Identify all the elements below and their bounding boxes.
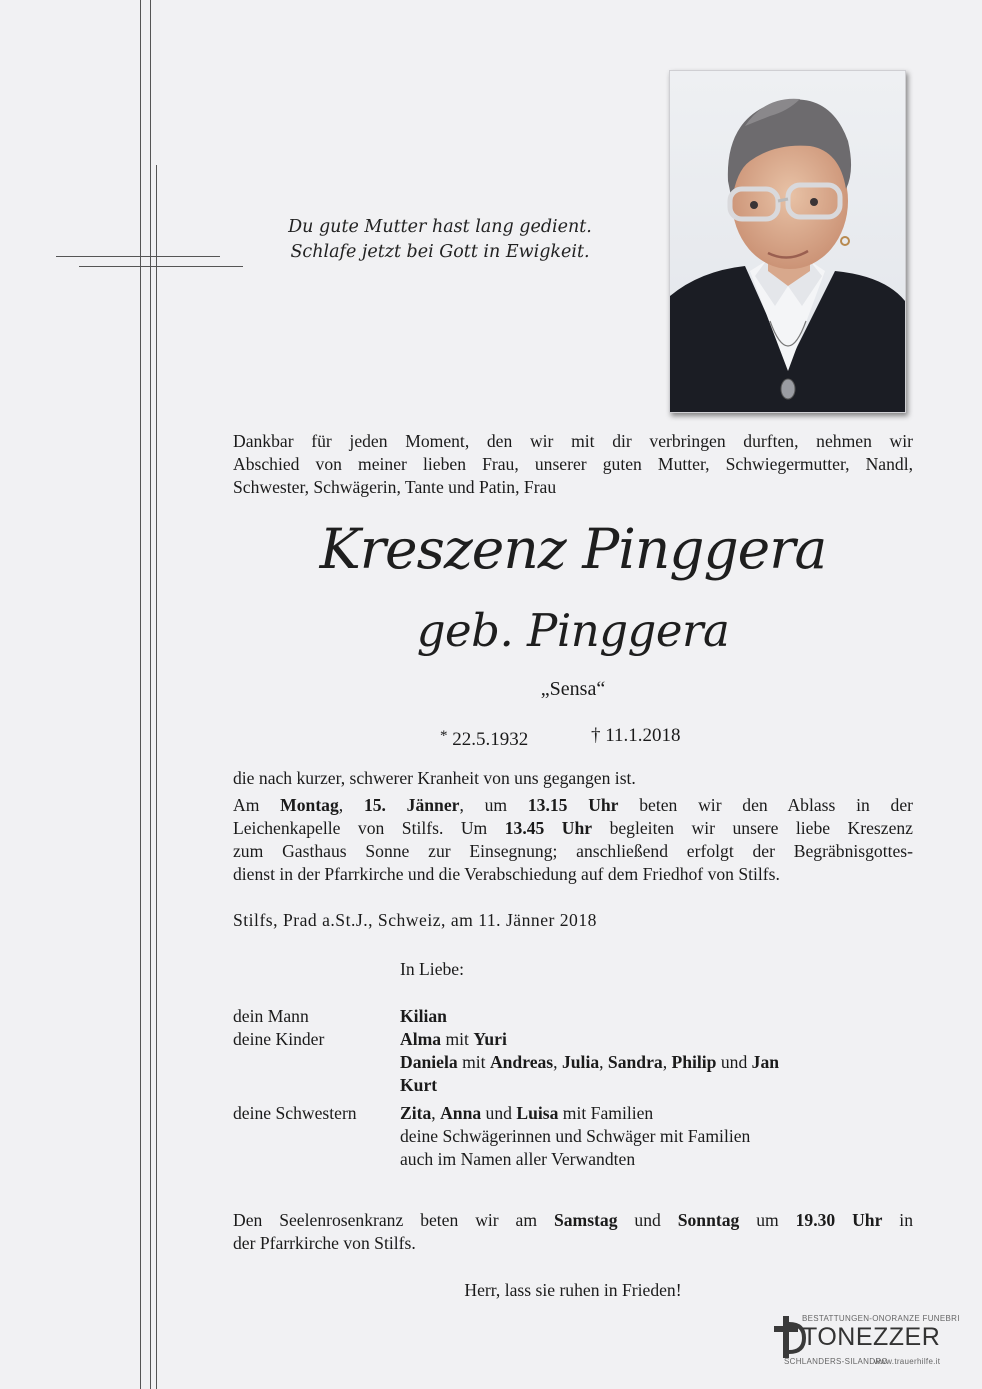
child-line: Daniela mit Andreas, Julia, Sandra, Philip und Jan <box>400 1052 780 1072</box>
death-date-value: 11.1.2018 <box>605 725 681 746</box>
verse-line: Du gute Mutter hast lang gedient. <box>288 217 592 237</box>
logo-name: TONEZZER <box>802 1323 941 1351</box>
logo-website: www.trauerhilfe.it <box>874 1357 941 1366</box>
verse <box>250 215 630 265</box>
sisters-label: deine Schwestern <box>233 1103 357 1123</box>
funeral-home-logo <box>772 1314 960 1370</box>
husband-name: Kilian <box>400 1006 447 1026</box>
body-line: Am Montag, 15. Jänner, um 13.15 Uhr beten wir den Ablass in der <box>233 795 914 815</box>
body-line: Leichenkapelle von Stilfs. Um 13.45 Uhr begleiten wir unsere liebe Kreszenz <box>233 818 913 838</box>
portrait-photo <box>669 70 906 413</box>
logo-tagline: BESTATTUNGEN-ONORANZE FUNEBRI <box>802 1314 960 1323</box>
funeral-details <box>233 767 913 886</box>
intro-line: Dankbar für jeden Moment, den wir mit dir verbringen durften, nehmen wir <box>233 431 913 451</box>
children-label: deine Kinder <box>233 1029 325 1049</box>
sisters-line: Zita, Anna und Luisa mit Familien <box>400 1103 654 1123</box>
body-line: zum Gasthaus Sonne zur Einsegnung; anschließend erfolgt der Begräbnisgottes- <box>233 841 913 861</box>
child-line: Alma mit Yuri <box>400 1029 507 1049</box>
nickname: „Sensa“ <box>540 678 606 700</box>
child-line: Kurt <box>400 1075 438 1095</box>
body-line: dienst in der Pfarrkirche und die Verabschiedung auf dem Friedhof von Stilfs. <box>233 864 780 884</box>
birth-date <box>440 723 528 753</box>
birth-name: geb. Pinggera <box>416 604 730 657</box>
deceased-name: Kreszenz Pinggera <box>319 517 827 581</box>
intro-line: Abschied von meiner lieben Frau, unserer guten Mutter, Schwiegermutter, Nandl, <box>233 454 913 474</box>
verse-line: Schlafe jetzt bei Gott in Ewigkeit. <box>290 242 590 262</box>
intro-line: Schwester, Schwägerin, Tante und Patin, Frau <box>233 477 557 497</box>
logo-locality: SCHLANDERS-SILANDRO <box>784 1357 888 1366</box>
rosary-paragraph <box>233 1209 913 1255</box>
rosary-line: der Pfarrkirche von Stilfs. <box>233 1233 416 1253</box>
closing-prayer: Herr, lass sie ruhen in Frieden! <box>464 1280 682 1300</box>
birth-date-value: 22.5.1932 <box>452 729 529 750</box>
cross-logo-icon <box>772 1316 806 1360</box>
husband-label: dein Mann <box>233 1006 309 1026</box>
birth-symbol: * <box>440 728 448 744</box>
in-love-heading: In Liebe: <box>400 959 464 979</box>
rosary-line: Den Seelenrosenkranz beten wir am Samstag und Sonntag um 19.30 Uhr in <box>233 1210 913 1230</box>
relatives-line: deine Schwägerinnen und Schwäger mit Familien <box>400 1126 751 1146</box>
death-symbol: † <box>591 725 601 746</box>
passing-line: die nach kurzer, schwerer Kranheit von uns gegangen ist. <box>233 768 636 788</box>
death-date <box>591 723 681 749</box>
location-date: Stilfs, Prad a.St.J., Schweiz, am 11. Jänner 2018 <box>233 910 597 930</box>
relatives-line: auch im Namen aller Verwandten <box>400 1149 636 1169</box>
intro-paragraph <box>233 430 913 499</box>
